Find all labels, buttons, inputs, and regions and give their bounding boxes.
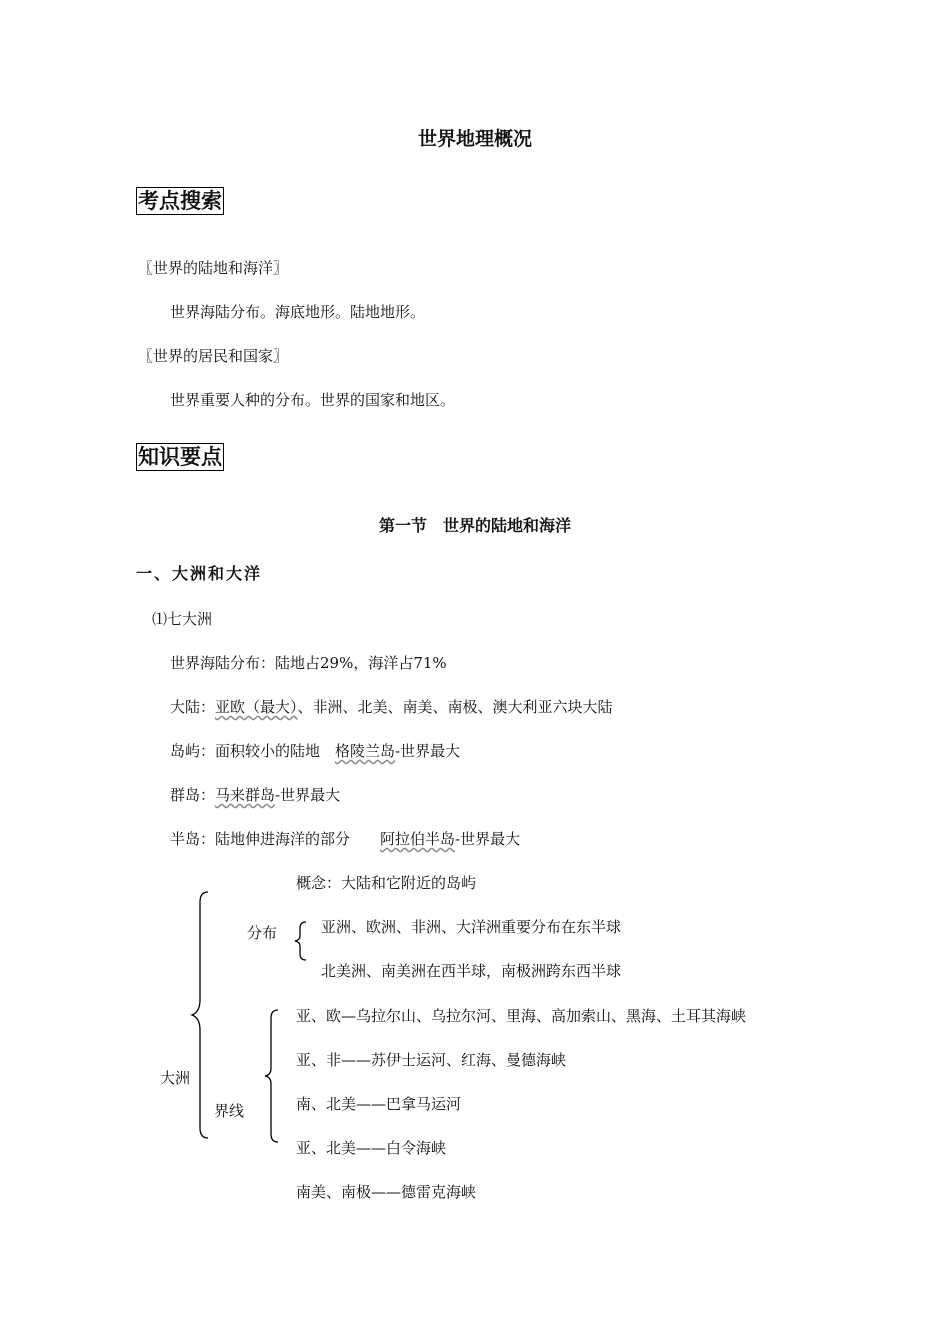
tree-boundary-label: 界线 (214, 1102, 245, 1120)
section-box-knowledge-points: 知识要点 (138, 445, 222, 469)
island-rest: -世界最大 (395, 742, 461, 760)
large-brace-icon (188, 890, 212, 1140)
section-box-exam-points: 考点搜索 (138, 189, 222, 213)
peninsula-line (170, 829, 520, 849)
peninsula-label: 半岛：陆地伸进海洋的部分 (170, 830, 381, 848)
island-underlined: 格陵兰岛 (335, 742, 396, 760)
island-line (170, 741, 460, 761)
topic-heading-residents-countries: 〖世界的居民和国家〗 (138, 347, 289, 365)
sea-land-ratio-line: 世界海陆分布：陆地占29%，海洋占71% (170, 654, 447, 672)
mainland-line (170, 697, 613, 717)
archipelago-label: 群岛： (170, 786, 216, 804)
subheading-seven-continents: ⑴七大洲 (152, 610, 213, 628)
distribution-brace-icon (292, 920, 308, 962)
tree-distribution-item: 亚洲、欧洲、非洲、大洋洲重要分布在东半球 (321, 918, 622, 936)
tree-boundary-item: 南、北美——巴拿马运河 (296, 1095, 462, 1113)
peninsula-rest: -世界最大 (455, 830, 521, 848)
tree-boundary-item: 亚、欧—乌拉尔山、乌拉尔河、里海、高加索山、黑海、土耳其海峡 (296, 1007, 747, 1025)
tree-boundary-item: 亚、非——苏伊士运河、红海、曼德海峡 (296, 1051, 567, 1069)
mainland-underlined: 亚欧（最大） (215, 698, 298, 716)
topic-body-land-ocean: 世界海陆分布。海底地形。陆地地形。 (170, 303, 426, 321)
archipelago-rest: -世界最大 (275, 786, 341, 804)
section-title: 第一节 世界的陆地和海洋 (378, 516, 571, 535)
tree-boundary-item: 南美、南极——德雷克海峡 (296, 1183, 477, 1201)
tree-boundary-item: 亚、北美——白令海峡 (296, 1139, 447, 1157)
tree-distribution-label: 分布 (247, 924, 278, 942)
tree-root-continents: 大洲 (160, 1069, 191, 1087)
island-label: 岛屿：面积较小的陆地 (170, 742, 336, 760)
archipelago-underlined: 马来群岛 (215, 786, 276, 804)
topic-body-residents-countries: 世界重要人种的分布。世界的国家和地区。 (170, 391, 456, 409)
topic-heading-land-ocean: 〖世界的陆地和海洋〗 (138, 259, 289, 277)
heading-continents-oceans: 一、大洲和大洋 (136, 564, 263, 583)
boundary-brace-icon (262, 1008, 280, 1144)
tree-distribution-item: 北美洲、南美洲在西半球，南极洲跨东西半球 (321, 962, 622, 980)
tree-concept: 概念：大陆和它附近的岛屿 (296, 874, 477, 892)
page-title: 世界地理概况 (417, 128, 532, 150)
peninsula-underlined: 阿拉伯半岛 (380, 830, 456, 848)
archipelago-line (170, 785, 340, 805)
mainland-rest: 、非洲、北美、南美、南极、澳大利亚六块大陆 (297, 698, 613, 716)
mainland-label: 大陆： (170, 698, 216, 716)
